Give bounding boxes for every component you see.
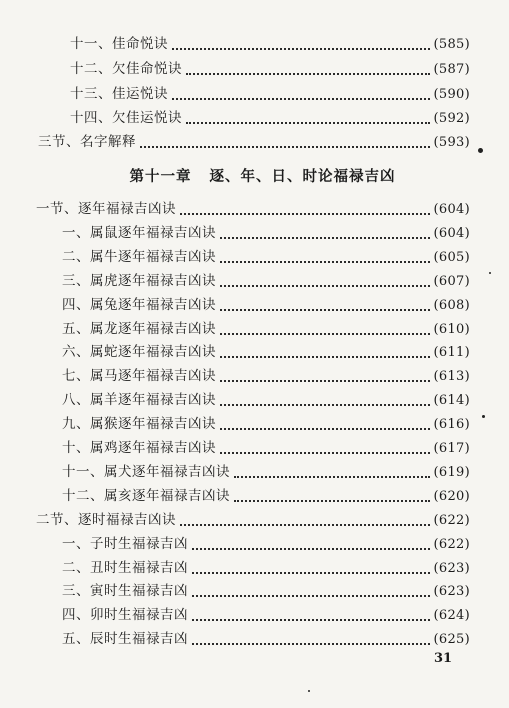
- toc-entry-page: (585): [433, 37, 470, 52]
- toc-entry-label: 二、属牛逐年福禄吉凶诀: [62, 249, 216, 265]
- toc-entry: [62, 488, 470, 505]
- chapter-number: 第十一章: [129, 168, 192, 185]
- toc-section-entry: [36, 201, 470, 218]
- toc-entry: [62, 249, 470, 266]
- toc-entry-label: 四、属兔逐年福禄吉凶诀: [62, 297, 216, 313]
- dot-leader: [180, 204, 430, 215]
- toc-entry-page: (604): [433, 202, 470, 217]
- toc-entry-page: (616): [433, 417, 470, 432]
- dot-leader: [186, 113, 430, 124]
- toc-entry-page: (624): [433, 608, 470, 623]
- toc-entry: [70, 61, 470, 78]
- toc-entry-page: (614): [433, 393, 470, 408]
- toc-entry: [62, 344, 470, 361]
- dot-leader: [220, 347, 430, 358]
- toc-entry-page: (587): [433, 62, 470, 77]
- toc-entry-label: 十二、欠佳命悦诀: [70, 61, 182, 77]
- dot-leader: [220, 395, 430, 406]
- toc-entry-page: (623): [433, 561, 470, 576]
- toc-entry-page: (593): [433, 135, 470, 150]
- dot-leader: [192, 539, 430, 550]
- toc-entry-page: (590): [433, 87, 470, 102]
- toc-entry-label: 五、属龙逐年福禄吉凶诀: [62, 321, 216, 337]
- toc-entry-page: (623): [433, 584, 470, 599]
- toc-entry: [62, 560, 470, 577]
- toc-entry: [62, 273, 470, 290]
- dot-leader: [220, 228, 430, 239]
- chapter-heading: [0, 165, 509, 186]
- toc-entry-label: 二、丑时生福禄吉凶: [62, 560, 188, 576]
- toc-entry-page: (608): [433, 298, 470, 313]
- dot-leader: [220, 371, 430, 382]
- toc-entry: [62, 321, 470, 338]
- toc-entry-label: 十一、佳命悦诀: [70, 36, 168, 52]
- dot-leader: [186, 64, 430, 75]
- toc-entry-page: (604): [433, 226, 470, 241]
- toc-entry-page: (619): [433, 465, 470, 480]
- toc-entry-label: 十三、佳运悦诀: [70, 86, 168, 102]
- toc-entry-page: (613): [433, 369, 470, 384]
- toc-entry-label: 三、寅时生福禄吉凶: [62, 583, 188, 599]
- ink-speck: [489, 272, 491, 274]
- toc-entry: [62, 631, 470, 648]
- toc-entry-label: 一、属鼠逐年福禄吉凶诀: [62, 225, 216, 241]
- toc-entry-label: 十二、属亥逐年福禄吉凶诀: [62, 488, 230, 504]
- toc-entry-page: (611): [433, 345, 470, 360]
- dot-leader: [180, 515, 430, 526]
- toc-entry-page: (592): [433, 111, 470, 126]
- chapter-title-text: 逐、年、日、时论福禄吉凶: [209, 168, 396, 185]
- toc-entry-page: (617): [433, 441, 470, 456]
- toc-entry: [62, 464, 470, 481]
- toc-entry-page: (622): [433, 537, 470, 552]
- toc-entry: [62, 416, 470, 433]
- dot-leader: [234, 467, 430, 478]
- dot-leader: [192, 563, 430, 574]
- toc-entry: [62, 297, 470, 314]
- toc-entry: [62, 225, 470, 242]
- toc-entry-label: 十一、属犬逐年福禄吉凶诀: [62, 464, 230, 480]
- toc-entry-page: (622): [433, 513, 470, 528]
- toc-entry-label: 七、属马逐年福禄吉凶诀: [62, 368, 216, 384]
- ink-speck: [482, 415, 485, 418]
- toc-entry: [70, 36, 470, 53]
- toc-entry-label: 一节、逐年福禄吉凶诀: [36, 201, 176, 217]
- toc-section-entry: [36, 512, 470, 529]
- toc-entry: [62, 607, 470, 624]
- dot-leader: [192, 586, 430, 597]
- toc-entry: [70, 86, 470, 103]
- dot-leader: [140, 137, 430, 148]
- toc-entry-label: 三、属虎逐年福禄吉凶诀: [62, 273, 216, 289]
- toc-entry-page: (620): [433, 489, 470, 504]
- dot-leader: [172, 89, 430, 100]
- toc-entry-label: 八、属羊逐年福禄吉凶诀: [62, 392, 216, 408]
- toc-entry: [62, 536, 470, 553]
- toc-entry-label: 三节、名字解释: [38, 134, 136, 150]
- dot-leader: [234, 491, 430, 502]
- dot-leader: [220, 276, 430, 287]
- dot-leader: [192, 634, 430, 645]
- toc-entry: [62, 583, 470, 600]
- page-number: 31: [434, 651, 453, 666]
- toc-entry: [62, 368, 470, 385]
- toc-entry-label: 二节、逐时福禄吉凶诀: [36, 512, 176, 528]
- toc-entry: [62, 392, 470, 409]
- toc-entry: [62, 440, 470, 457]
- ink-speck: [308, 690, 310, 692]
- toc-entry-label: 五、辰时生福禄吉凶: [62, 631, 188, 647]
- toc-entry-label: 四、卯时生福禄吉凶: [62, 607, 188, 623]
- toc-entry-label: 十、属鸡逐年福禄吉凶诀: [62, 440, 216, 456]
- toc-entry-label: 九、属猴逐年福禄吉凶诀: [62, 416, 216, 432]
- toc-entry-page: (610): [433, 322, 470, 337]
- dot-leader: [220, 324, 430, 335]
- toc-entry-page: (625): [433, 632, 470, 647]
- toc-entry: [70, 110, 470, 127]
- dot-leader: [220, 252, 430, 263]
- toc-entry-label: 一、子时生福禄吉凶: [62, 536, 188, 552]
- dot-leader: [220, 300, 430, 311]
- ink-speck: [478, 148, 483, 153]
- toc-entry-label: 六、属蛇逐年福禄吉凶诀: [62, 344, 216, 360]
- dot-leader: [172, 39, 430, 50]
- dot-leader: [220, 419, 430, 430]
- dot-leader: [220, 443, 430, 454]
- toc-entry-page: (607): [433, 274, 470, 289]
- toc-entry-label: 十四、欠佳运悦诀: [70, 110, 182, 126]
- toc-entry-page: (605): [433, 250, 470, 265]
- toc-section-entry: [38, 134, 470, 151]
- dot-leader: [192, 610, 430, 621]
